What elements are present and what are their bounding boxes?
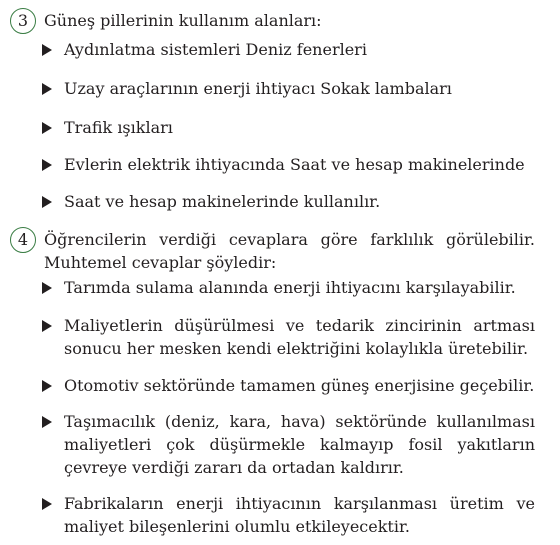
triangle-bullet-icon [42, 416, 52, 428]
list-item [40, 276, 535, 299]
triangle-bullet-icon [42, 83, 52, 95]
list-item-text: Taşımacılık (deniz, kara, hava) sektöründe kullanılması maliyetleri çok düşürmekle kalmayıp fosil yakıtların çevreye verdiği zararı da ortadan kaldırır. [64, 412, 535, 477]
list-item [40, 77, 535, 100]
triangle-bullet-icon [42, 122, 52, 134]
list-item-text: Tarımda sulama alanında enerji ihtiyacını karşılayabilir. [64, 278, 516, 297]
list-item [40, 410, 535, 479]
list-item-text: Maliyetlerin düşürülmesi ve tedarik zincirinin artması sonucu her mesken kendi elektriğini kolaylıkla üretebilir. [64, 316, 535, 358]
question-number-3: 3 [10, 8, 36, 34]
triangle-bullet-icon [42, 380, 52, 392]
section-4-intro: Öğrencilerin verdiği cevaplara göre farklılık görülebilir. Muhtemel cevaplar şöyledir: [44, 230, 535, 272]
list-item [40, 374, 535, 397]
list-item-text: Trafik ışıkları [64, 118, 173, 137]
list-item-text: Aydınlatma sistemleri Deniz fenerleri [64, 40, 367, 59]
list-item [40, 492, 535, 538]
list-item-text: Evlerin elektrik ihtiyacında Saat ve hesap makinelerinde [64, 155, 525, 174]
list-item [40, 190, 535, 213]
triangle-bullet-icon [42, 282, 52, 294]
list-item [40, 38, 535, 61]
list-item-text: Fabrikaların enerji ihtiyacının karşılanması üretim ve maliyet bileşenlerini olumlu etkileyecektir. [64, 494, 535, 536]
list-item [40, 314, 535, 360]
triangle-bullet-icon [42, 159, 52, 171]
list-item-text: Saat ve hesap makinelerinde kullanılır. [64, 192, 381, 211]
triangle-bullet-icon [42, 44, 52, 56]
list-item [40, 153, 535, 176]
triangle-bullet-icon [42, 196, 52, 208]
triangle-bullet-icon [42, 320, 52, 332]
list-item-text: Uzay araçlarının enerji ihtiyacı Sokak lambaları [64, 79, 452, 98]
list-item-text: Otomotiv sektöründe tamamen güneş enerjisine geçebilir. [64, 376, 535, 395]
section-3-heading: Güneş pillerinin kullanım alanları: [44, 11, 322, 30]
triangle-bullet-icon [42, 498, 52, 510]
question-number-4: 4 [10, 227, 36, 253]
list-item [40, 116, 535, 139]
